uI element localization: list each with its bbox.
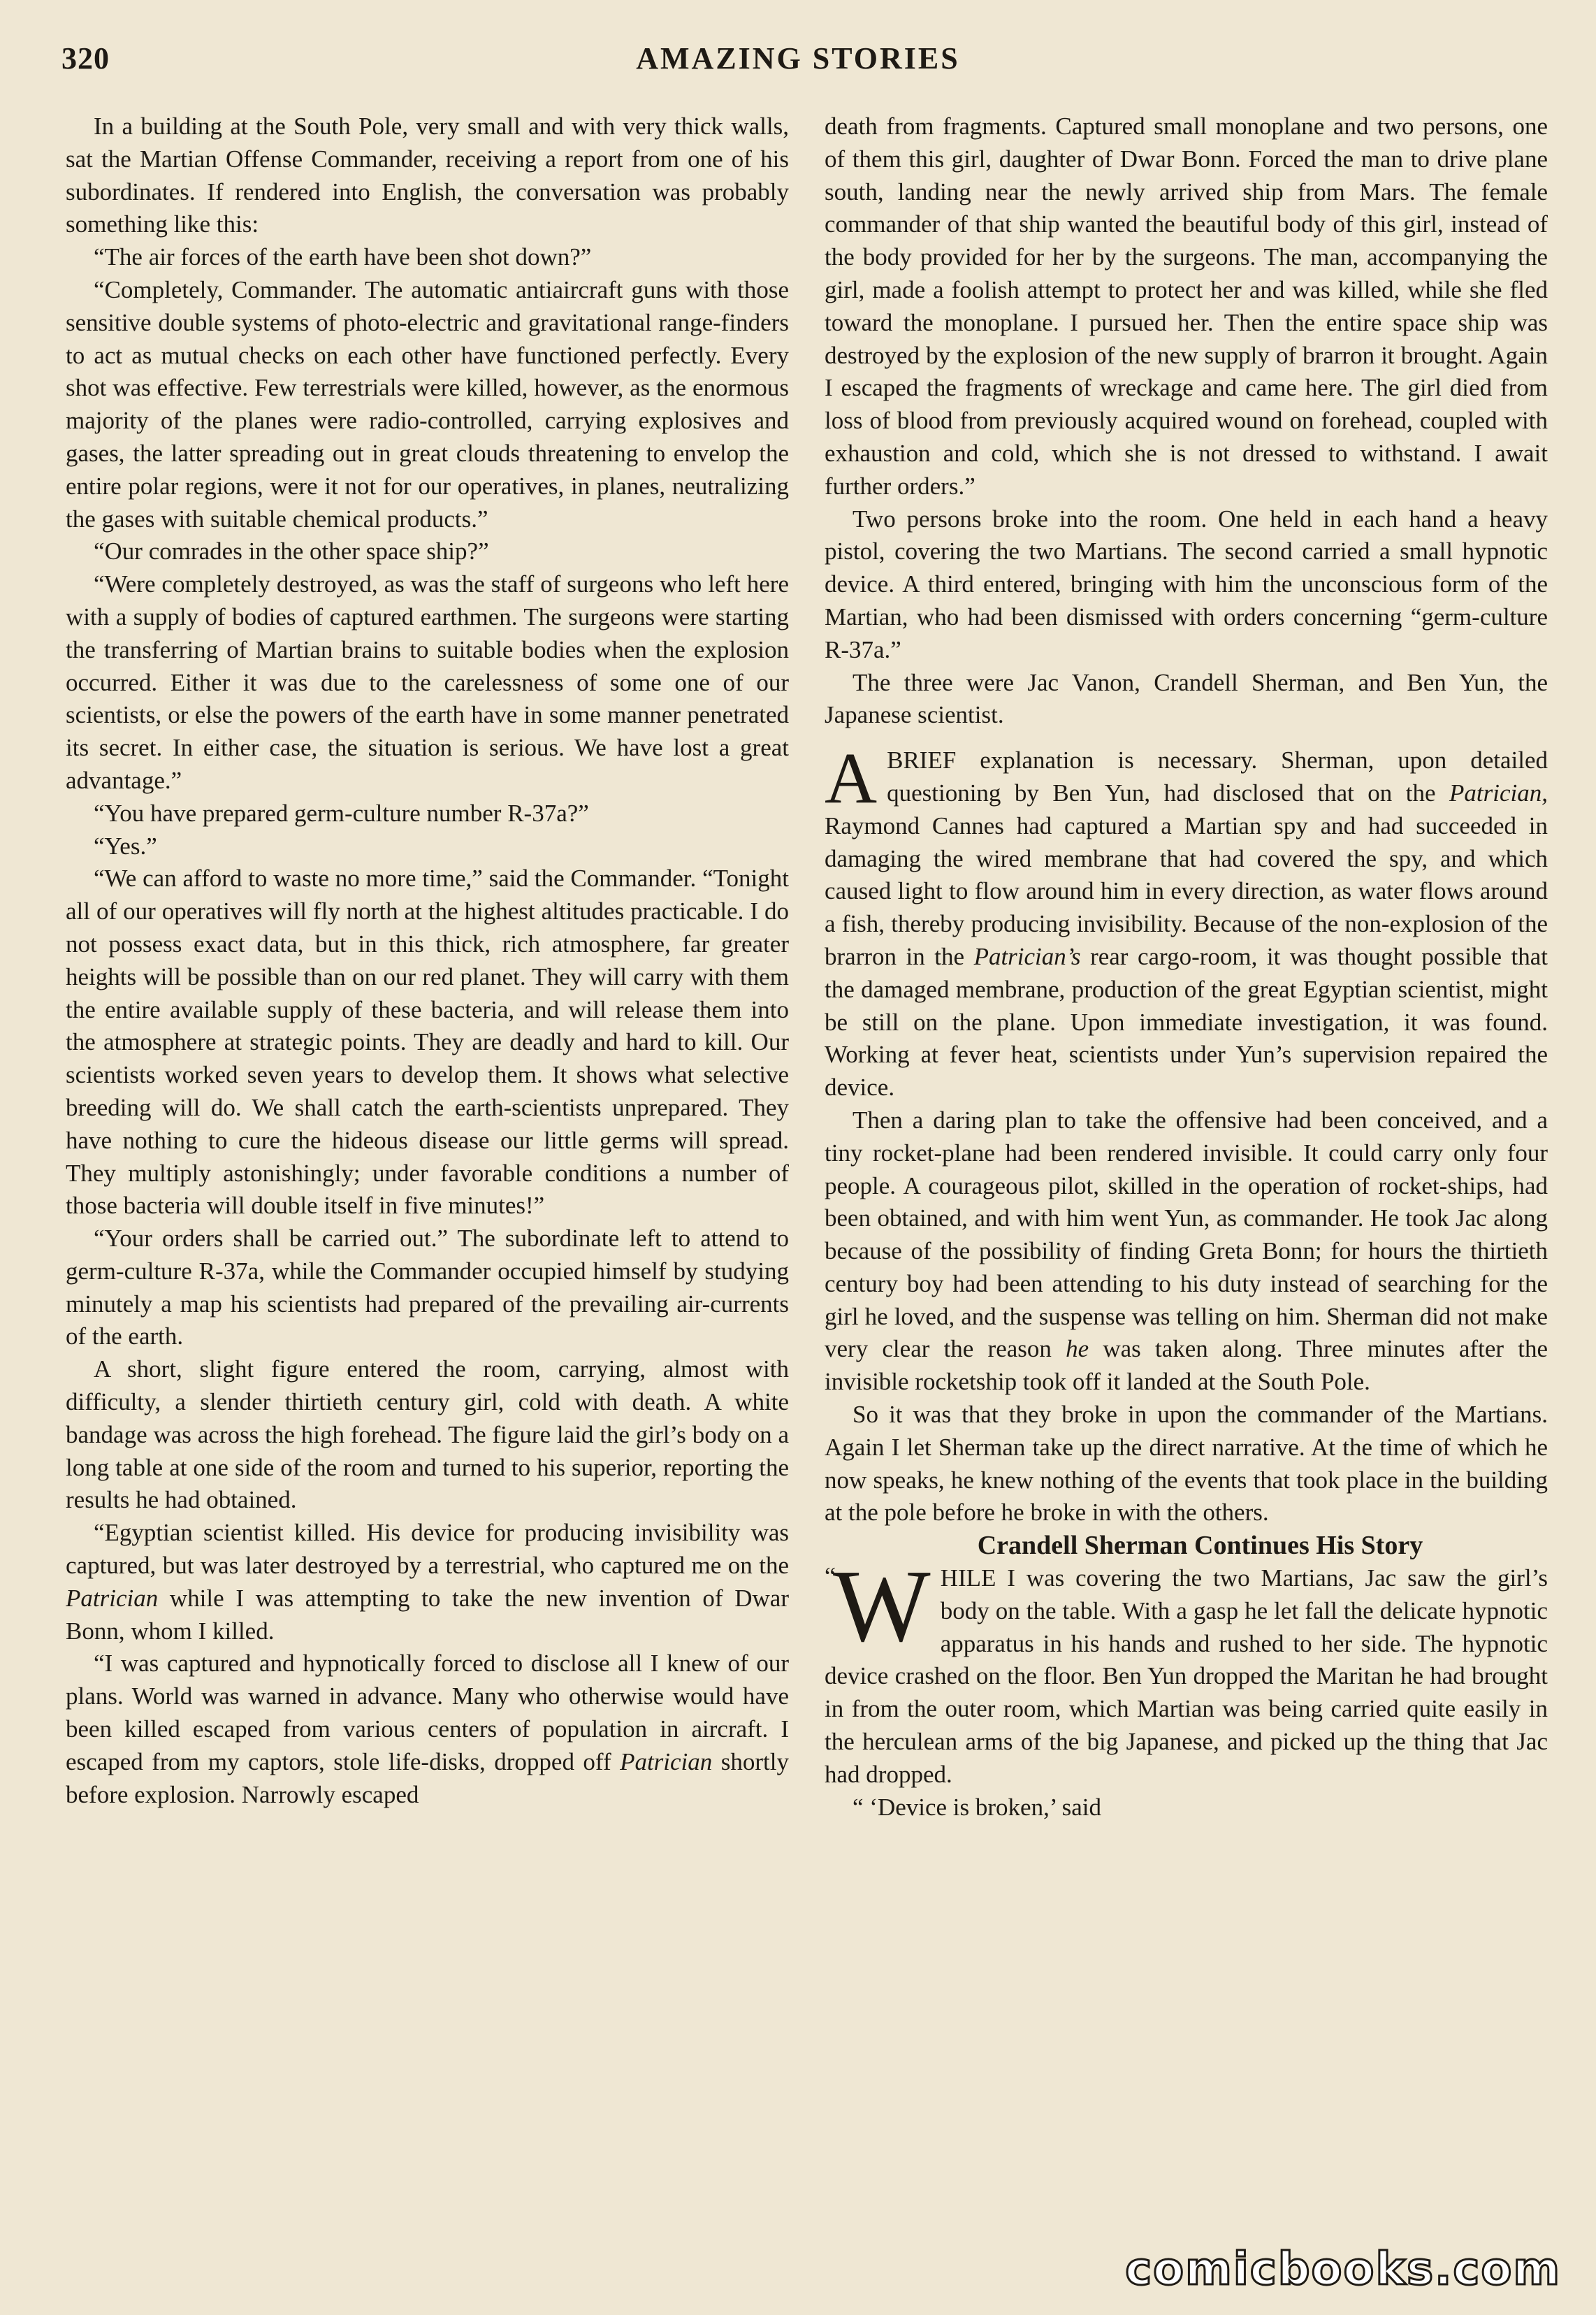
paragraph: [825, 738, 1548, 1104]
text-run: “I was captured and hypnotically forced to disclose all I knew of our plans. World was warned in advance. Many who otherwise would have been killed escaped from various centers of population in aircraft. I escaped from my captors, stole life-disks, dropped off: [66, 1650, 789, 1775]
watermark-logo: comicbooks.com: [1125, 2244, 1561, 2295]
paragraph: So it was that they broke in upon the commander of the Martians. Again I let Sherman take up the direct narrative. At the time of which he now speaks, he knew nothing of the events that took place in the building at the pole before he broke in with the others.: [825, 1401, 1548, 1527]
running-head: AMAZING STORIES: [636, 41, 960, 75]
ship-name: Patrician’s: [973, 942, 1081, 970]
text-run: shortly before explosion. Narrowly escaped: [66, 1747, 789, 1808]
paragraph: Two persons broke into the room. One held in each hand a heavy pistol, covering the two Martians. The second carried a small hypnotic device. A third entered, bringing with him the unconscious form of the Martian, who had been dismissed with orders concerning “germ-culture R-37a.”: [825, 505, 1548, 663]
paragraph: “Were completely destroyed, as was the staff of surgeons who left here with a supply of bodies of captured earthmen. The surgeons were starting the transferring of Martian brains to suitable bodies when the explosion occurred. Either it was due to the carelessness of some one of our scientists, or else the powers of the earth have in some manner penetrated its secret. In either case, the situation is serious. We have lost a great advantage.”: [66, 570, 789, 794]
paragraph: “We can afford to waste no more time,” said the Commander. “Tonight all of our operatives will fly north at the highest altitudes practicable. I do not possess exact data, but in this thick, rich atmosphere, far greater heights will be possible than on our red planet. They will carry with them the entire available supply of these bacteria, and will release them into the atmosphere at strategic points. They are deadly and hard to kill. Our scientists worked seven years to develop them. It shows what selective breeding will do. We shall catch the earth-scientists unprepared. They have nothing to cure the hideous disease our little germs will spread. They multiply astonishingly; under favorable conditions a number of those bacteria will double itself in five minutes!”: [66, 865, 789, 1220]
text-run: “Egyptian scientist killed. His device for producing invisibility was captured, but was later destroyed by a terrestrial, who captured me on the: [66, 1519, 789, 1580]
opening-quote: “: [825, 1562, 836, 1591]
paragraph: [825, 1549, 1548, 1791]
paragraph: “Yes.”: [94, 832, 157, 860]
text-run: was taken along. Three minutes after the invisible rocketship took off it landed at the South Pole.: [825, 1335, 1548, 1396]
text-run: while I was attempting to take the new invention of Dwar Bonn, whom I killed.: [66, 1584, 789, 1645]
text-run: rear cargo-room, it was thought possible that the damaged membrane, production of the great Egyptian scientist, might be still on the plane. Upon immediate investigation, it was found. Working at fever heat, scientists under Yun’s supervision repaired the device.: [825, 942, 1548, 1102]
drop-cap: A: [825, 738, 878, 819]
text-run: BRIEF explanation is necessary. Sherman, upon detailed questioning by Ben Yun, had disclosed that on the: [887, 747, 1548, 807]
paragraph: [825, 1104, 1548, 1399]
paragraph: death from fragments. Captured small monoplane and two persons, one of them this girl, daughter of Dwar Bonn. Forced the man to drive plane south, landing near the newly arrived ship from Mars. The female commander of that ship wanted the beautiful body of this girl, instead of the body provided for her by the surgeons. The man, accompanying the girl, made a foolish attempt to protect her and was killed, while she fled toward the monoplane. I pursued her. Then the entire space ship was destroyed by the explosion of the new supply of brarron it brought. Again I escaped the fragments of wreckage and came here. The girl died from loss of blood from previously acquired wound on forehead, coupled with exhaustion and cold, which she is not dressed to withstand. I await further orders.”: [825, 113, 1548, 500]
ship-name: Patrician: [66, 1584, 159, 1612]
drop-cap: W: [832, 1549, 931, 1664]
section-heading: Crandell Sherman Continues His Story: [977, 1531, 1423, 1561]
paragraph: “Your orders shall be carried out.” The subordinate left to attend to germ-culture R-37a, while the Commander occupied himself by studying minutely a map his scientists had prepared of the prevailing air-currents of the earth.: [66, 1225, 789, 1350]
paragraph: “You have prepared germ-culture number R-37a?”: [94, 799, 589, 827]
text-run: Raymond Cannes had captured a Martian spy and had succeeded in damaging the wired membrane that had covered the spy, and which caused light to flow around him in every direction, as water flows around a fish, thereby producing invisibility. Because of the non-explosion of the brarron in the: [825, 812, 1548, 970]
ship-name: Patrician,: [1449, 779, 1548, 807]
paragraph: The three were Jac Vanon, Crandell Sherman, and Ben Yun, the Japanese scientist.: [825, 668, 1548, 729]
paragraph: [66, 1517, 789, 1647]
paragraph: “Our comrades in the other space ship?”: [94, 538, 489, 565]
emphasis: he: [1066, 1335, 1089, 1363]
text-run: Then a daring plan to take the offensive had been conceived, and a tiny rocket-plane had been rendered invisible. It could carry only four people. A courageous pilot, skilled in the operation of rocket-ships, had been obtained, and with him went Yun, as commander. He took Jac along because of the possibility of finding Greta Bonn; for hours the thirtieth century boy had been attending to his duty instead of searching for the girl he loved, and the suspense was telling on him. Sherman did not make very clear the reason: [825, 1106, 1548, 1363]
text-run: HILE I was covering the two Martians, Jac saw the girl’s body on the table. With a gasp he let fall the delicate hypnotic apparatus in his hands and rushed to her side. The hypnotic device crashed on the floor. Ben Yun dropped the Maritan he had brought in from the outer room, which Martian was being carried quite easily in the herculean arms of the big Japanese, and picked up the thing that Jac had dropped.: [825, 1564, 1548, 1788]
left-column: [66, 110, 789, 2277]
ship-name: Patrician: [620, 1747, 713, 1775]
paragraph: “The air forces of the earth have been shot down?”: [94, 243, 592, 271]
paragraph: “Completely, Commander. The automatic antiaircraft guns with those sensitive double systems of photo-electric and gravitational range-finders to act as mutual checks on each other have functioned perfectly. Every shot was effective. Few terrestrials were killed, however, as the enormous majority of the planes were radio-controlled, carrying explosives and gases, the latter spreading out in great clouds threatening to envelop the entire polar regions, were it not for our operatives, in planes, neutralizing the gases with suitable chemical products.”: [66, 275, 789, 533]
page-number: 320: [61, 41, 110, 75]
paragraph: In a building at the South Pole, very small and with very thick walls, sat the Martian Offense Commander, receiving a report from one of his subordinates. If rendered into English, the conversation was probably something like this:: [66, 113, 789, 238]
right-column: [825, 110, 1548, 2277]
paragraph: “ ‘Device is broken,’ said: [853, 1793, 1102, 1821]
paragraph: [66, 1647, 789, 1811]
paragraph: A short, slight figure entered the room, carrying, almost with difficulty, a slender thirtieth century girl, cold with death. A white bandage was across the high forehead. The figure laid the girl’s body on a long table at one side of the room and turned to his superior, reporting the results he had obtained.: [66, 1355, 789, 1514]
